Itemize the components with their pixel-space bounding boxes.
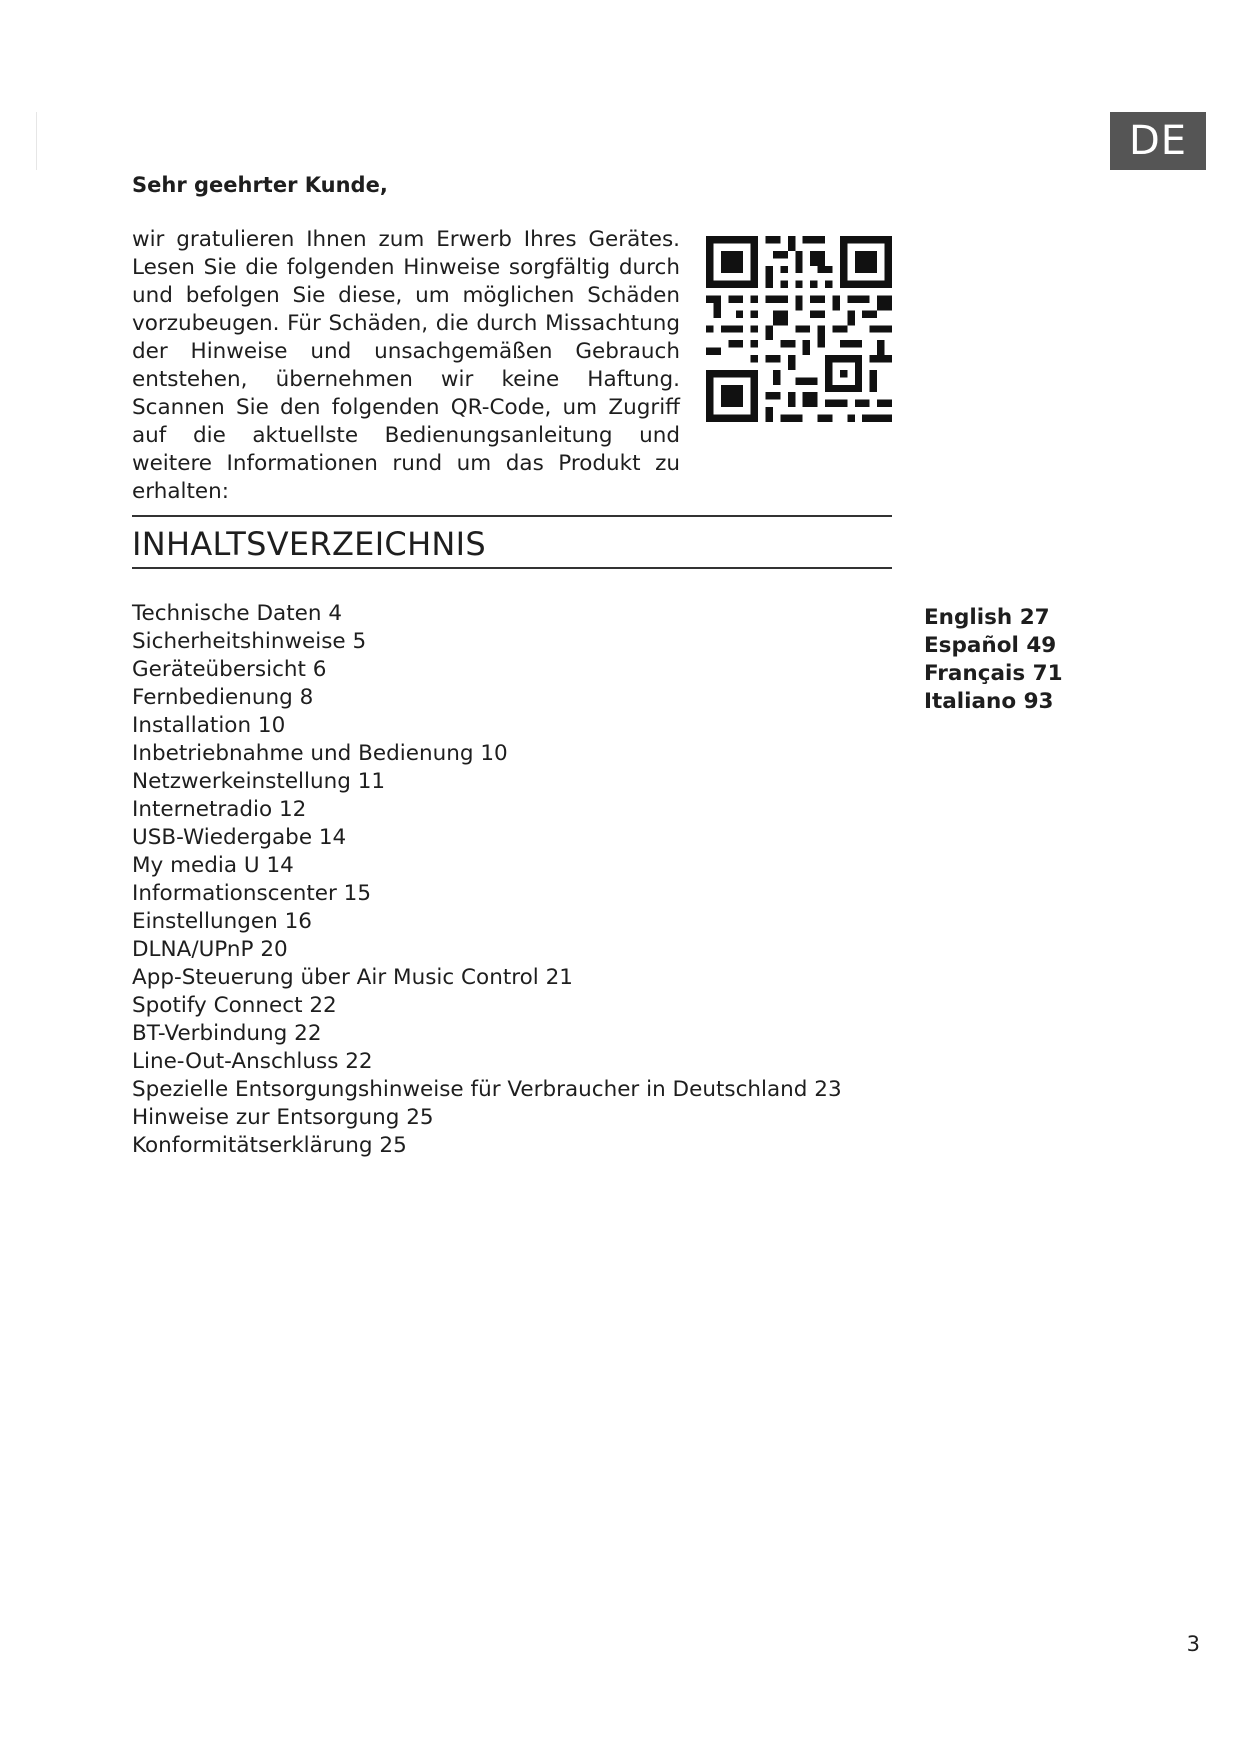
toc-entry-usb-wiedergabe[interactable]: USB-Wiedergabe 14 [132, 825, 347, 850]
heading-rule-bottom [132, 567, 892, 569]
language-link-espanol[interactable]: Español 49 [924, 633, 1057, 658]
language-list [924, 604, 1063, 716]
toc-entry-inbetriebnahme[interactable]: Inbetriebnahme und Bedienung 10 [132, 741, 508, 766]
toc-entry-informationscenter[interactable]: Informationscenter 15 [132, 881, 372, 906]
toc-list [132, 600, 842, 1160]
toc-entry-geraeteuebersicht[interactable]: Geräteübersicht 6 [132, 657, 327, 682]
toc-entry-bt-verbindung[interactable]: BT-Verbindung 22 [132, 1021, 322, 1046]
toc-entry-netzwerkeinstellung[interactable]: Netzwerkeinstellung 11 [132, 769, 386, 794]
intro-paragraph: wir gratulieren Ihnen zum Erwerb Ihres Gerätes. Lesen Sie die folgenden Hinweise sorgfältig durch und befolgen Sie diese, um möglichen Schäden vorzubeugen. Für Schäden, die durch Missachtung der Hinweise und unsachgemäßen Gebrauch entstehen, übernehmen wir keine Haftung. Scannen Sie den folgenden QR-Code, um Zugriff auf die aktuellste Bedienungsanleitung und weitere Informationen rund um das Produkt zu erhalten: [132, 227, 680, 504]
toc-entry-entsorgungshinweise-de[interactable]: Spezielle Entsorgungshinweise für Verbraucher in Deutschland 23 [132, 1077, 842, 1102]
toc-entry-technische-daten[interactable]: Technische Daten 4 [132, 601, 342, 626]
toc-entry-hinweise-entsorgung[interactable]: Hinweise zur Entsorgung 25 [132, 1105, 434, 1130]
toc-entry-internetradio[interactable]: Internetradio 12 [132, 797, 307, 822]
language-link-italiano[interactable]: Italiano 93 [924, 689, 1054, 714]
greeting: Sehr geehrter Kunde, [132, 173, 388, 197]
toc-entry-dlna-upnp[interactable]: DLNA/UPnP 20 [132, 937, 288, 962]
toc-entry-spotify-connect[interactable]: Spotify Connect 22 [132, 993, 337, 1018]
qr-code-icon[interactable] [706, 236, 892, 422]
toc-entry-fernbedienung[interactable]: Fernbedienung 8 [132, 685, 314, 710]
heading-rule-top [132, 515, 892, 517]
toc-heading: INHALTSVERZEICHNIS [132, 525, 487, 563]
toc-entry-einstellungen[interactable]: Einstellungen 16 [132, 909, 312, 934]
language-link-francais[interactable]: Français 71 [924, 661, 1063, 686]
page-number: 3 [1186, 1632, 1200, 1656]
toc-entry-line-out[interactable]: Line-Out-Anschluss 22 [132, 1049, 373, 1074]
margin-line [36, 112, 37, 170]
toc-entry-sicherheitshinweise[interactable]: Sicherheitshinweise 5 [132, 629, 367, 654]
toc-entry-konformitaetserklaerung[interactable]: Konformitätserklärung 25 [132, 1133, 407, 1158]
language-tab: DE [1110, 112, 1206, 170]
toc-entry-installation[interactable]: Installation 10 [132, 713, 286, 738]
toc-entry-app-steuerung[interactable]: App-Steuerung über Air Music Control 21 [132, 965, 573, 990]
language-link-english[interactable]: English 27 [924, 605, 1050, 630]
toc-entry-my-media-u[interactable]: My media U 14 [132, 853, 294, 878]
